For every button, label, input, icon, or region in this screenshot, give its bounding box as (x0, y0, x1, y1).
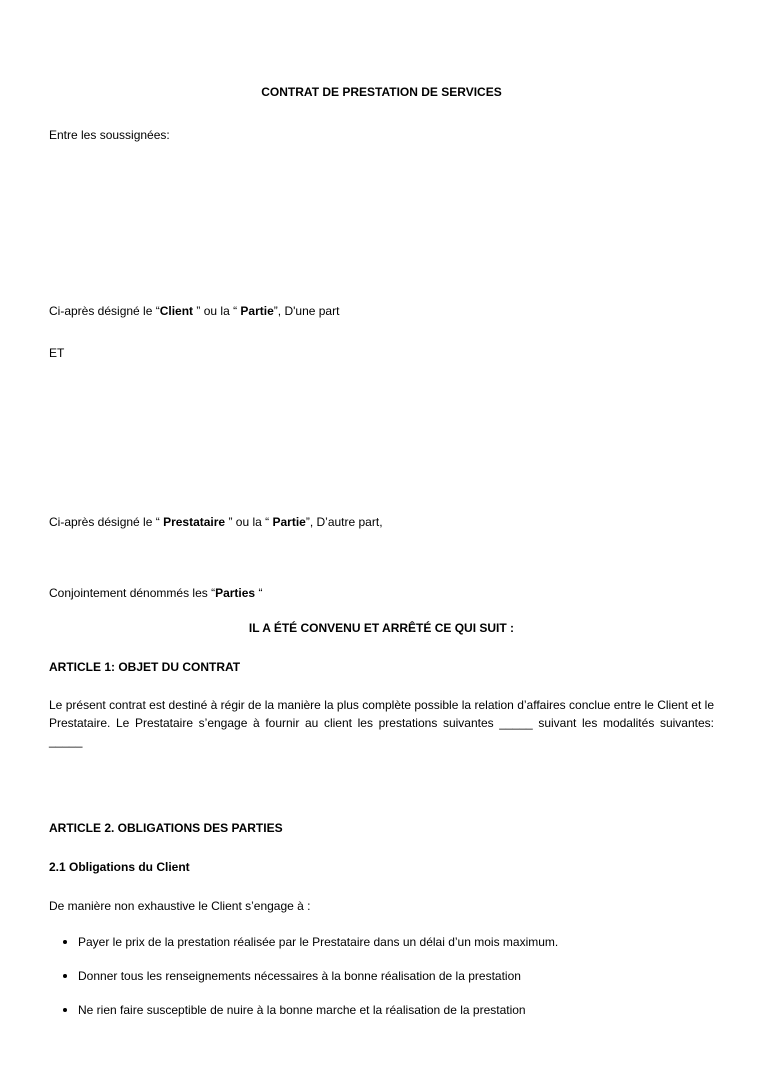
parties-designation (49, 585, 714, 601)
list-item (49, 1002, 714, 1018)
client-designation (49, 303, 714, 319)
client-obligations-list (49, 934, 714, 1036)
article-2-1-heading: 2.1 Obligations du Client (49, 860, 190, 874)
prestataire-suffix: ”, D’autre part, (305, 515, 383, 529)
prestataire-middle: ” ou la “ (225, 515, 273, 529)
article-1-body: Le présent contrat est destiné à régir de la manière la plus complète possible la relation d’affaires conclue entre le Client et le Prestataire. Le Prestataire s’engage à fournir au client les prestations suivantes _____ suivant les modalités suivantes: _____ (49, 698, 714, 748)
client-suffix: ”, D'une part (273, 304, 340, 318)
parties-suffix: “ (255, 586, 263, 600)
et-separator: ET (49, 346, 65, 360)
list-item-text: Payer le prix de la prestation réalisée par le Prestataire dans un délai d’un mois maximum. (78, 935, 559, 949)
list-item-text: Ne rien faire susceptible de nuire à la bonne marche et la réalisation de la prestation (78, 1003, 526, 1017)
article-2-heading: ARTICLE 2. OBLIGATIONS DES PARTIES (49, 821, 283, 835)
bullet-icon (63, 974, 67, 978)
parties-prefix: Conjointement dénommés les “ (49, 586, 216, 600)
document-title: CONTRAT DE PRESTATION DE SERVICES (261, 85, 502, 99)
prestataire-partie-term: Partie (272, 515, 306, 529)
client-partie-term: Partie (240, 304, 274, 318)
prestataire-prefix: Ci-après désigné le “ (49, 515, 164, 529)
parties-term: Parties (215, 586, 256, 600)
client-prefix: Ci-après désigné le “ (49, 304, 160, 318)
prestataire-term: Prestataire (163, 515, 226, 529)
list-item-text: Donner tous les renseignements nécessaires à la bonne réalisation de la prestation (78, 969, 521, 983)
list-item (49, 968, 714, 984)
list-item (49, 934, 714, 950)
bullet-icon (63, 1008, 67, 1012)
client-term: Client (159, 304, 194, 318)
prestataire-designation (49, 514, 714, 530)
client-middle: ” ou la “ (193, 304, 241, 318)
article-1-heading: ARTICLE 1: OBJET DU CONTRAT (49, 660, 241, 674)
intro-text: Entre les soussignées: (49, 128, 170, 142)
article-2-1-intro: De manière non exhaustive le Client s’engage à : (49, 899, 311, 913)
agreed-heading: IL A ÉTÉ CONVENU ET ARRÊTÉ CE QUI SUIT : (248, 621, 515, 635)
bullet-icon (63, 940, 67, 944)
